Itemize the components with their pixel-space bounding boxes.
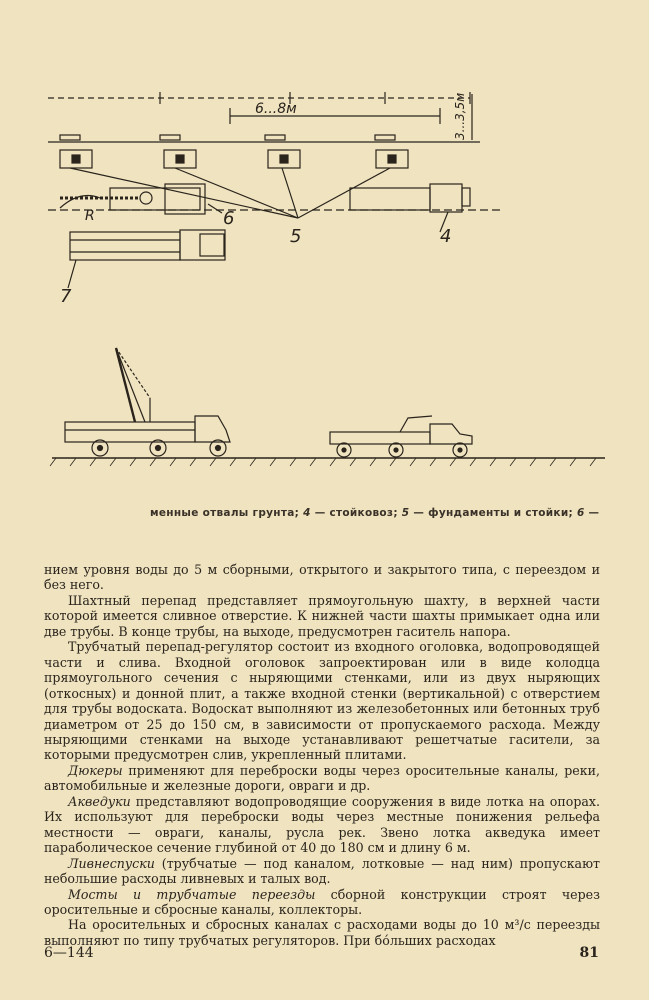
radius-label: R (85, 208, 95, 224)
body-text (44, 562, 600, 948)
caption-part2: — стойковоз; (314, 507, 398, 519)
post-carrier-truck-plan (350, 184, 470, 212)
page-number: 81 (579, 945, 599, 961)
spoil-heap (265, 135, 285, 140)
scheme-drawing (40, 80, 620, 470)
panel-truck-plan (70, 230, 225, 260)
spoil-heap (60, 135, 80, 140)
caption-part1: менные отвалы грунта; (150, 507, 300, 519)
term-dukers: Дюкеры (68, 762, 123, 778)
figure-construction-scheme (40, 80, 620, 470)
paragraph: нием уровня воды до 5 м сборными, открытого и закрытого типа, с переездом и без него. (44, 562, 600, 593)
paragraph: Трубчатый перепад-регулятор состоит из входного оголовка, водопроводящей части и слива. Входной оголовок запроектирован или в виде колодца прямоугольного сечения с ныряющими стенками, или из двух ныряющих (откосных) и донной плит, а также входной стенки (вертикальной) с отверстием для трубы водоската. Водоскат выполняют из железобетонных или бетонных труб диаметром от 25 до 150 см, в зависимости от пропускаемого расхода. Между ныряющими стенками на выходе устанавливают решетчатые гасители, за которыми предусмотрен слив, укрепленный плитами. (44, 639, 600, 763)
caption-num6: 6 (576, 507, 585, 519)
crane-truck-plan (60, 184, 205, 214)
printer-signature: 6—144 (44, 945, 94, 961)
paragraph-stormwater: Ливнеспуски (трубчатые — под каналом, лотковые — над ним) пропускают небольшие расходы ливневых и талых вод. (44, 855, 600, 887)
caption-num4: 4 (303, 507, 311, 519)
dimension-label-span: 6...8м (255, 101, 297, 117)
figure-caption (150, 507, 630, 519)
crane-truck-side (65, 348, 230, 456)
term-bridges: Мосты и трубчатые переезды (68, 886, 316, 902)
callout-5: 5 (290, 226, 302, 247)
caption-part4: — (588, 507, 600, 519)
caption-part3: — фундаменты и стойки; (413, 507, 573, 519)
paragraph-aqueducts: Акведуки представляют водопроводящие сооружения в виде лотка на опорах. Их используют для переброски воды через местные понижения рельефа местности — овраги, каналы, русла рек. Звено лотка акведука имеет параболическое сечение глубиной от 40 до 180 см и длину 6 м. (44, 793, 600, 856)
callout-4: 4 (440, 226, 452, 247)
paragraph: Шахтный перепад представляет прямоугольную шахту, в верхней части которой имеется сливное отверстие. К нижней части шахты примыкает одна или две трубы. В конце трубы, на выходе, предусмотрен гаситель напора. (44, 592, 600, 639)
flatbed-truck-side (330, 416, 472, 457)
spoil-heap (160, 135, 180, 140)
term-stormwater: Ливнеспуски (68, 855, 155, 871)
callout-7: 7 (60, 286, 72, 307)
paragraph: На оросительных и сбросных каналах с расходами воды до 10 м³/с переезды выполняют по типу трубчатых регуляторов. При бо́льших расходах (44, 917, 600, 948)
spoil-heap (375, 135, 395, 140)
term-aqueducts: Акведуки (68, 793, 131, 809)
paragraph-bridges: Мосты и трубчатые переезды сборной конструкции строят через оросительные и сбросные каналы, коллекторы. (44, 886, 600, 917)
paragraph-dukers: Дюкеры применяют для переброски воды через оросительные каналы, реки, автомобильные и железные дороги, овраги и др. (44, 762, 600, 794)
callout-6: 6 (223, 208, 235, 229)
caption-num5: 5 (401, 507, 410, 519)
dimension-label-height: 3...3,5м (453, 92, 467, 140)
